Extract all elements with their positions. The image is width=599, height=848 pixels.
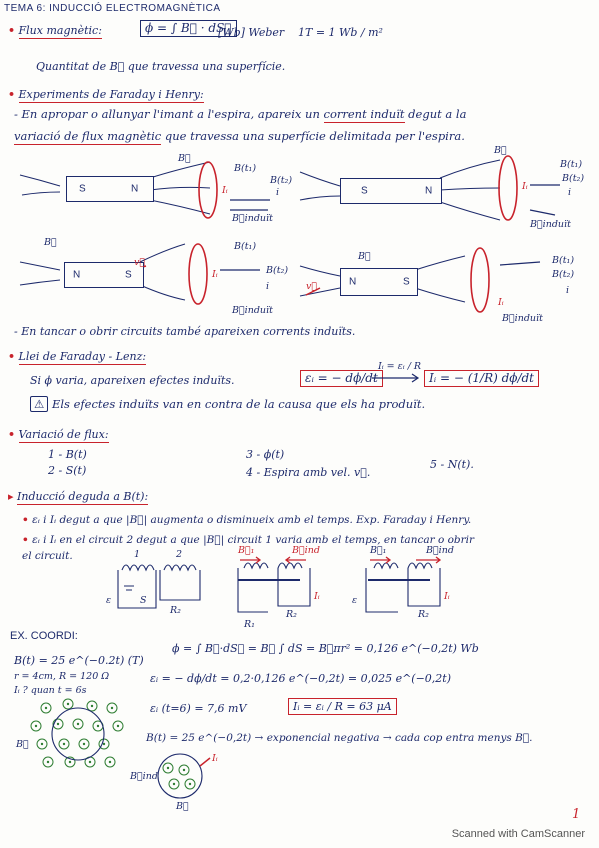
faraday-section: • Experiments de Faraday i Henry:	[8, 88, 204, 101]
exercise-ii: Iᵢ = εᵢ / R = 63 μA	[288, 698, 397, 715]
fig3-bt1: B(t₁)	[234, 241, 257, 252]
lenz-heading: Llei de Faraday - Lenz:	[18, 350, 147, 363]
induccio-line-1: • εᵢ i Iᵢ degut a que |B⃗| augmenta o disminueix amb el temps. Exp. Faraday i Henry.	[22, 514, 472, 526]
induccio-line-3: el circuit.	[22, 550, 73, 562]
page-title: TEMA 6: INDUCCIÓ ELECTROMAGNÈTICA	[4, 3, 221, 14]
exercise-heading: EX. COORDI:	[10, 630, 78, 642]
fig4-bt2: B(t₂)	[552, 269, 575, 280]
faraday-line-1: - En apropar o allunyar l'imant a l'espira, apareix un corrent induït degut a la	[14, 107, 467, 121]
fig1-b: B⃗	[178, 153, 191, 164]
flux-note: Quantitat de B⃗ que travessa una superfície.	[36, 60, 286, 73]
warning-icon: ⚠	[30, 396, 48, 412]
circ-c-eps: ε	[352, 595, 358, 606]
lenz-eq2: Iᵢ = − (1/R) dϕ/dt	[424, 370, 539, 387]
variacio-section: • Variació de flux:	[8, 428, 109, 441]
flux-section: • Flux magnètic:	[8, 24, 102, 37]
exercise-ii-label: Iᵢ	[212, 753, 218, 764]
exercise-eps-6: εᵢ (t=6) = 7,6 mV	[150, 702, 247, 715]
magnet-1: S N	[66, 176, 154, 202]
circ-c-bind: B⃗ind	[426, 545, 454, 556]
fig3-ii: Iᵢ	[212, 269, 218, 280]
variacio-item-5: 5 - N(t).	[430, 458, 474, 471]
circ-a-eps: ε	[106, 595, 112, 606]
flux-formula: ϕ = ∫ B⃗ · dS⃗	[140, 20, 237, 37]
induccio-heading: Inducció deguda a B(t):	[17, 490, 149, 503]
circ-b-r1: R₁	[244, 619, 255, 630]
fig3-binduit: B⃗induït	[232, 305, 273, 316]
fig1-bt1: B(t₁)	[234, 163, 257, 174]
fig4-bt1: B(t₁)	[552, 255, 575, 266]
fig4-binduit: B⃗induït	[502, 313, 543, 324]
magnet-4: N S	[340, 268, 418, 296]
circ-a-r2: R₂	[170, 605, 181, 616]
flux-heading: Flux magnètic:	[18, 24, 102, 37]
fig1-i: i	[276, 187, 280, 198]
circ-b-r2: R₂	[286, 609, 297, 620]
variacio-item-4: 4 - Espira amb vel. v⃗.	[246, 466, 371, 479]
exercise-given-3: Iᵢ ? quan t = 6s	[14, 685, 87, 696]
tesla-definition: 1T = 1 Wb / m²	[298, 26, 383, 39]
fig2-i: i	[568, 187, 572, 198]
fig1-binduit: B⃗induït	[232, 213, 273, 224]
fig4-b: B⃗	[358, 251, 371, 262]
fig3-i: i	[266, 281, 270, 292]
magnet-2: S N	[340, 178, 442, 204]
exercise-bind-label: B⃗ind	[130, 771, 158, 782]
exercise-given-1: B(t) = 25 e^(−0.2t) (T)	[14, 654, 144, 667]
fig4-i: i	[566, 285, 570, 296]
scanner-watermark: Scanned with CamScanner	[451, 828, 585, 840]
exercise-b-loop-label: B⃗	[176, 801, 189, 812]
faraday-heading: Experiments de Faraday i Henry:	[18, 88, 204, 101]
circ-b-bind: B⃗ind	[292, 545, 320, 556]
faraday-line-2: variació de flux magnètic que travessa una superfície delimitada per l'espira.	[14, 129, 465, 143]
variacio-item-3: 3 - ϕ(t)	[246, 448, 285, 461]
exercise-eps: εᵢ = − dϕ/dt = 0,2·0,126 e^(−0,2t) = 0,025 e^(−0,2t)	[150, 672, 452, 685]
fig4-v: v⃗	[306, 281, 318, 292]
circ-a-s: S	[140, 595, 147, 606]
page-number: 1	[572, 807, 581, 822]
fig2-ii: Iᵢ	[522, 181, 528, 192]
fig1-ii: Iᵢ	[222, 185, 228, 196]
circ-c-r2: R₂	[418, 609, 429, 620]
circ-c-b1: B⃗₁	[370, 545, 387, 556]
circ-c-ii: Iᵢ	[444, 591, 450, 602]
fig1-bt2: B(t₂)	[270, 175, 293, 186]
variacio-item-1: 1 - B(t)	[48, 448, 87, 461]
fig2-binduit: B⃗induït	[530, 219, 571, 230]
induccio-line-2: • εᵢ i Iᵢ en el circuit 2 degut a que |B⃗| circuit 1 varia amb el temps, en tancar o obrir	[22, 534, 475, 546]
variacio-heading: Variació de flux:	[18, 428, 109, 441]
fig3-bt2: B(t₂)	[266, 265, 289, 276]
exercise-given-2: r = 4cm, R = 120 Ω	[14, 671, 110, 682]
fig2-b: B⃗	[494, 145, 507, 156]
induccio-section: ▸ Inducció deguda a B(t):	[8, 490, 149, 503]
fig3-v: v⃗	[134, 257, 146, 268]
fig4-ii: Iᵢ	[498, 297, 504, 308]
fig2-bt2: B(t₂)	[562, 173, 585, 184]
circ-b-b1: B⃗₁	[238, 545, 255, 556]
magnet-3: N S	[64, 262, 144, 288]
fig3-b: B⃗	[44, 237, 57, 248]
lenz-text: Si ϕ varia, apareixen efectes induïts.	[30, 374, 235, 387]
circ-b-ii: Iᵢ	[314, 591, 320, 602]
lenz-section: • Llei de Faraday - Lenz:	[8, 350, 147, 363]
exercise-exp: B(t) = 25 e^(−0,2t) → exponencial negativa → cada cop entra menys B⃗.	[146, 732, 533, 744]
fig2-bt1: B(t₁)	[560, 159, 583, 170]
variacio-item-2: 2 - S(t)	[48, 464, 87, 477]
faraday-closing: - En tancar o obrir circuits també apareixen corrents induïts.	[14, 325, 356, 338]
lenz-arrow-label: Iᵢ = εᵢ / R	[378, 361, 422, 372]
lenz-warning: ⚠ Els efectes induïts van en contra de la causa que els ha produït.	[30, 398, 425, 411]
flux-units: [Wb] Weber	[218, 26, 285, 39]
exercise-phi: ϕ = ∫ B⃗·dS⃗ = B⃗ ∫ dS = B⃗πr² = 0,126 e^(−0,2t) Wb	[172, 642, 479, 655]
exercise-b-label: B⃗	[16, 739, 29, 750]
circ-a-num2: 2	[176, 549, 183, 560]
lenz-eq1: εᵢ = − dϕ/dt	[300, 370, 383, 387]
circ-a-num1: 1	[134, 549, 141, 560]
